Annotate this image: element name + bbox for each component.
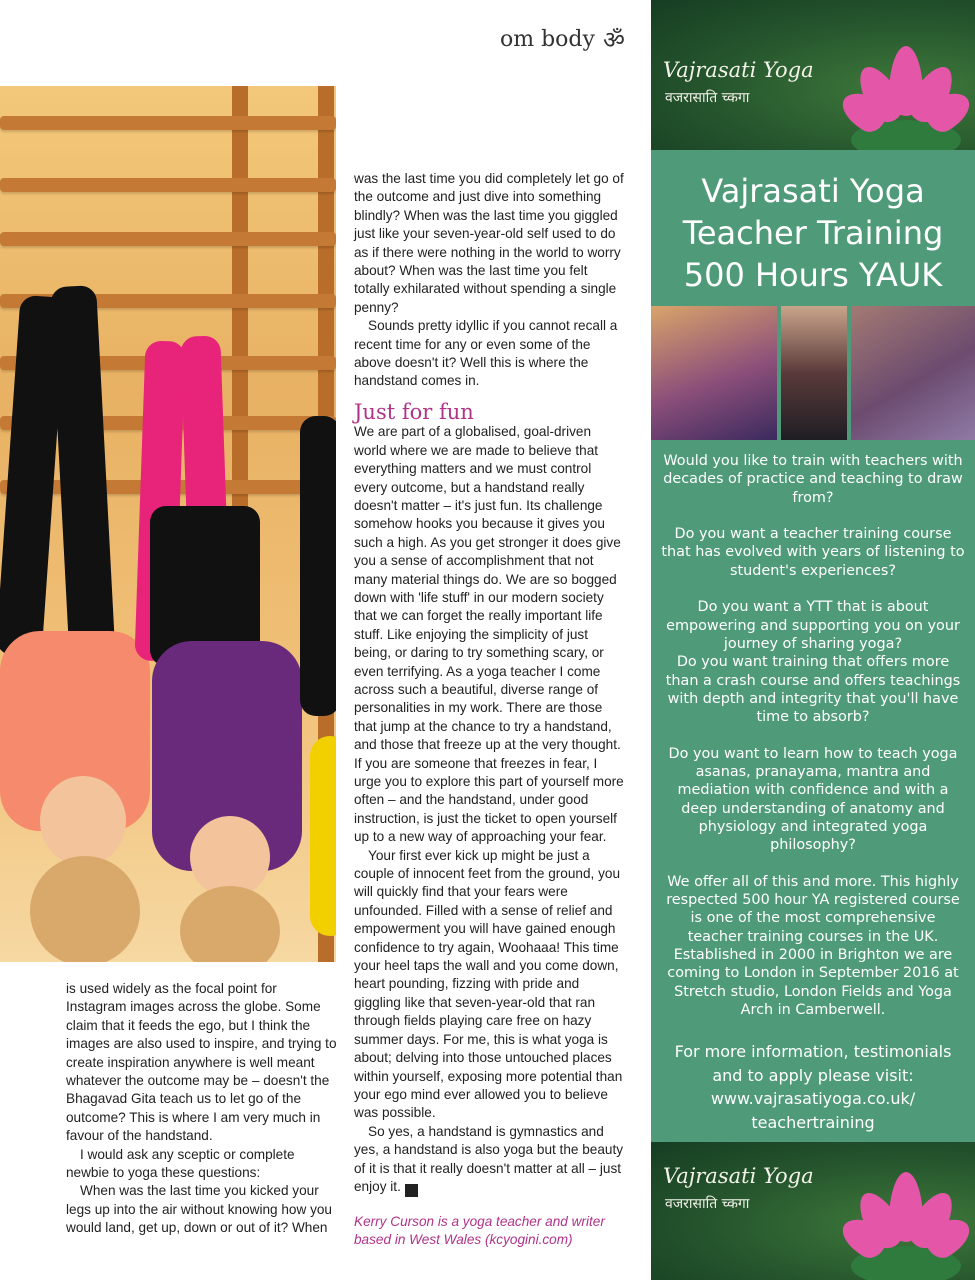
ad-contact-info [661,1040,965,1134]
child-leg [300,416,336,716]
ad-body [661,452,965,1038]
om-symbol-icon: ॐ [602,25,625,54]
child-leg [50,285,116,667]
paragraph: I would ask any sceptic or complete newbie to yoga these questions: [66,1146,295,1181]
ad-paragraph: Do you want a teacher training course that has evolved with years of listening to student's experiences? [661,526,965,579]
yoga-class-photo [851,306,975,440]
ad-paragraph: Do you want to learn how to teach yoga asanas, pranayama, mantra and mediation with confidence and with a deep understanding of anatomy and physiology and integrated yoga philosophy? [668,745,958,854]
brand-name: Vajrasati Yoga [663,58,814,82]
paragraph: Sounds pretty idyllic if you cannot recall a recent time for any or even some of the above doesn't it? Well this is where the handstand comes in. [354,318,618,389]
ad-title-line: Vajrasati Yoga [701,172,925,210]
advertisement [651,0,975,1280]
handstand-photo [0,86,336,962]
yoga-class-photo [781,306,847,440]
wall-bar-rail [0,116,336,130]
ad-paragraph: Would you like to train with teachers with decades of practice and teaching to draw from? [663,453,963,506]
ad-title-line: Teacher Training [682,214,944,252]
ad-paragraph: We offer all of this and more. This highly respected 500 hour YA registered course is one of the most comprehensive teacher training courses in the UK. Established in 2000 in Brighton we are coming to London in September 2016 at Stretch studio, London Fields and Yoga Arch in Camberwell. [666,873,960,1018]
brand-name: Vajrasati Yoga [663,1164,814,1188]
ad-title-line: 500 Hours YAUK [683,256,943,294]
ad-paragraph: Do you want a YTT that is about empowering and supporting you on your journey of sharing yoga? [666,599,960,652]
paragraph: Your first ever kick up might be just a couple of innocent feet from the ground, you will quickly find that your fears were unfounded. Filled with a sense of relief and empowerment you will have gained enough confidence to try again, Woohaaa! This time your heel taps the wall and you come down, heart pounding, fizzing with pride and giggling like that seven-year-old that ran through fields playing care free on hazy summer days. For me, this is what yoga is about; delving into those untouched places within yourself, exposing more potential than your ego mind ever allowed you to believe was possible. [354,847,623,1121]
child-face [40,776,126,866]
paragraph-last [354,1123,626,1197]
brand-name-hindi: वजरासाति च्कगा [665,90,750,106]
ad-paragraph: Do you want training that offers more than a crash course and offers teachings with depth and integrity that you'll have time to absorb? [665,654,961,726]
lotus-icon [841,1166,971,1276]
paragraph-text: So yes, a handstand is gymnastics and yes, a handstand is also yoga but the beauty of it is that it really doesn't matter at all – just enjoy it. [354,1123,624,1194]
article-left-column [66,980,338,1238]
paragraph: is used widely as the focal point for Instagram images across the globe. Some claim that it feeds the ego, but I think the images are also used to inspire, and trying to create inspiration anywhere is well meant whatever the outcome may be – doesn't the Bhagavad Gita teach us to let go of the outcome? This is where I am very much in favour of the handstand. [66,981,337,1144]
paragraph: We are part of a globalised, goal-driven world where we are made to believe that everything matters and we must control every outcome, but a handstand really doesn't matter – it's just fun. Its challenge somehow hooks you because it gives you such a high. As you get stronger it does give you a sense of accomplishment that not many material things do. We are so bogged down with 'life stuff' in our modern society that we can forget the really important life stuff. Like enjoying the simplicity of just being, or daring to try something scary, or even terrifying. As a yoga teacher I come across such a beautiful, diverse range of personalities in my work. There are those that jump at the chance to try a handstand, and those that freeze up at the very thought. If you are someone that freezes in fear, I urge you to explore this part of yourself more often – and the handstand, under good instruction, is just the ticket to open yourself up to a new way of approaching your fear. [354,424,624,845]
child-hair [180,886,280,962]
ad-info-line: and to apply please visit: [712,1065,914,1085]
brand-name-hindi: वजरासाति च्कगा [665,1196,750,1212]
paragraph: was the last time you did completely let go of the outcome and just dive into something blindly? When was the last time you giggled just like your seven-year-old self used to do as if there were nothing in the world to worry about? When was the last time you felt totally exhilarated without spending a single penny? [354,171,624,315]
child-hair [30,856,140,962]
ad-website-link[interactable]: www.vajrasatiyoga.co.uk/ [710,1089,916,1108]
paragraph: When was the last time you kicked your legs up into the air without knowing how you would land, get up, down or out of it? When [66,1183,332,1236]
article-mid-column [354,170,626,1250]
section-header [500,24,640,54]
author-byline: Kerry Curson is a yoga teacher and writer based in West Wales (kcyogini.com) [354,1213,605,1248]
ad-photo-strip [651,306,975,440]
end-mark-icon: ॐ [405,1184,418,1197]
ad-banner-bottom [651,1142,975,1280]
ad-banner-top [651,0,975,150]
lotus-icon [841,40,971,150]
ad-website-link[interactable]: teachertraining [751,1112,875,1132]
wall-bar-rail [0,232,336,246]
yoga-class-photo [651,306,777,440]
ad-info-line: For more information, testimonials [674,1042,952,1061]
wall-bar-rail [0,178,336,192]
child-top [310,736,336,936]
section-title: om body [500,26,595,52]
subheading: Just for fun [354,399,474,424]
ad-title [651,170,975,296]
